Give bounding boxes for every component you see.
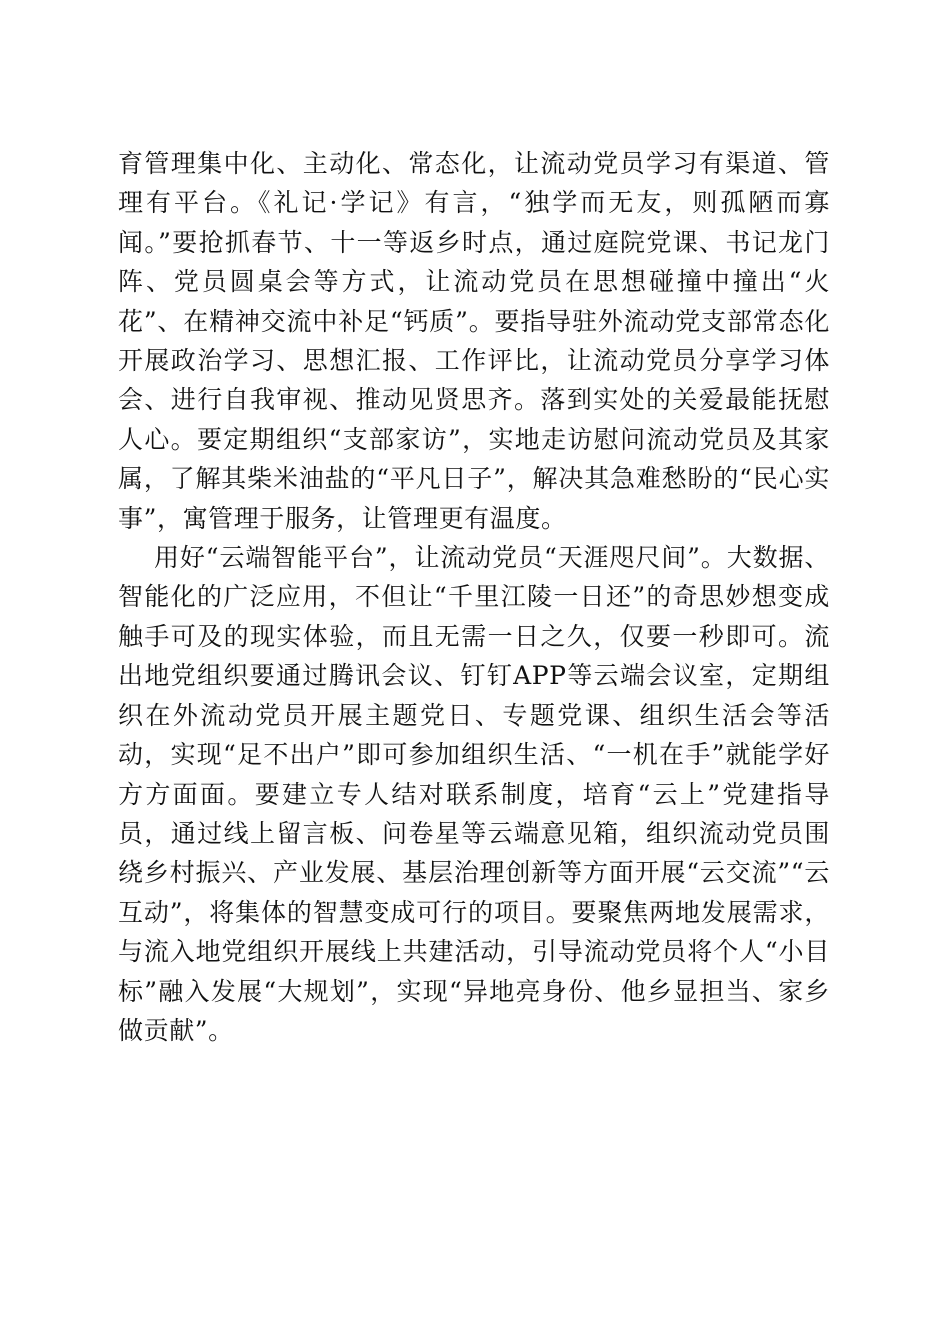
paragraph-continuation: 育管理集中化、主动化、常态化，让流动党员学习有渠道、管理有平台。《礼记·学记》有言，“独学而无友，则孤陋而寡闻。”要抢抓春节、十一等返乡时点，通过庭院党课、书记龙门阵、党员圆桌会等方式，让流动党员在思想碰撞中撞出“火花”、在精神交流中补足“钙质”。要指导驻外流动党支部常态化开展政治学习、思想汇报、工作评比，让流动党员分享学习体会、进行自我审视、推动见贤思齐。落到实处的关爱最能抚慰人心。要定期组织“支部家访”，实地走访慰问流动党员及其家属，了解其柴米油盐的“平凡日子”，解决其急难愁盼的“民心实事”，寓管理于服务，让管理更有温度。 — [118, 149, 830, 533]
document-body — [118, 144, 830, 1050]
paragraph-cloud-platform: 用好“云端智能平台”，让流动党员“天涯咫尺间”。大数据、智能化的广泛应用，不但让“千里江陵一日还”的奇思妙想变成触手可及的现实体验，而且无需一日之久，仅要一秒即可。流出地党组织要通过腾讯会议、钉钉APP等云端会议室，定期组织在外流动党员开展主题党日、专题党课、组织生活会等活动，实现“足不出户”即可参加组织生活、“一机在手”就能学好方方面面。要建立专人结对联系制度，培育“云上”党建指导员，通过线上留言板、问卷星等云端意见箱，组织流动党员围绕乡村振兴、产业发展、基层治理创新等方面开展“云交流”“云互动”，将集体的智慧变成可行的项目。要聚焦两地发展需求，与流入地党组织开展线上共建活动，引导流动党员将个人“小目标”融入发展“大规划”，实现“异地亮身份、他乡显担当、家乡做贡献”。 — [118, 543, 830, 1045]
